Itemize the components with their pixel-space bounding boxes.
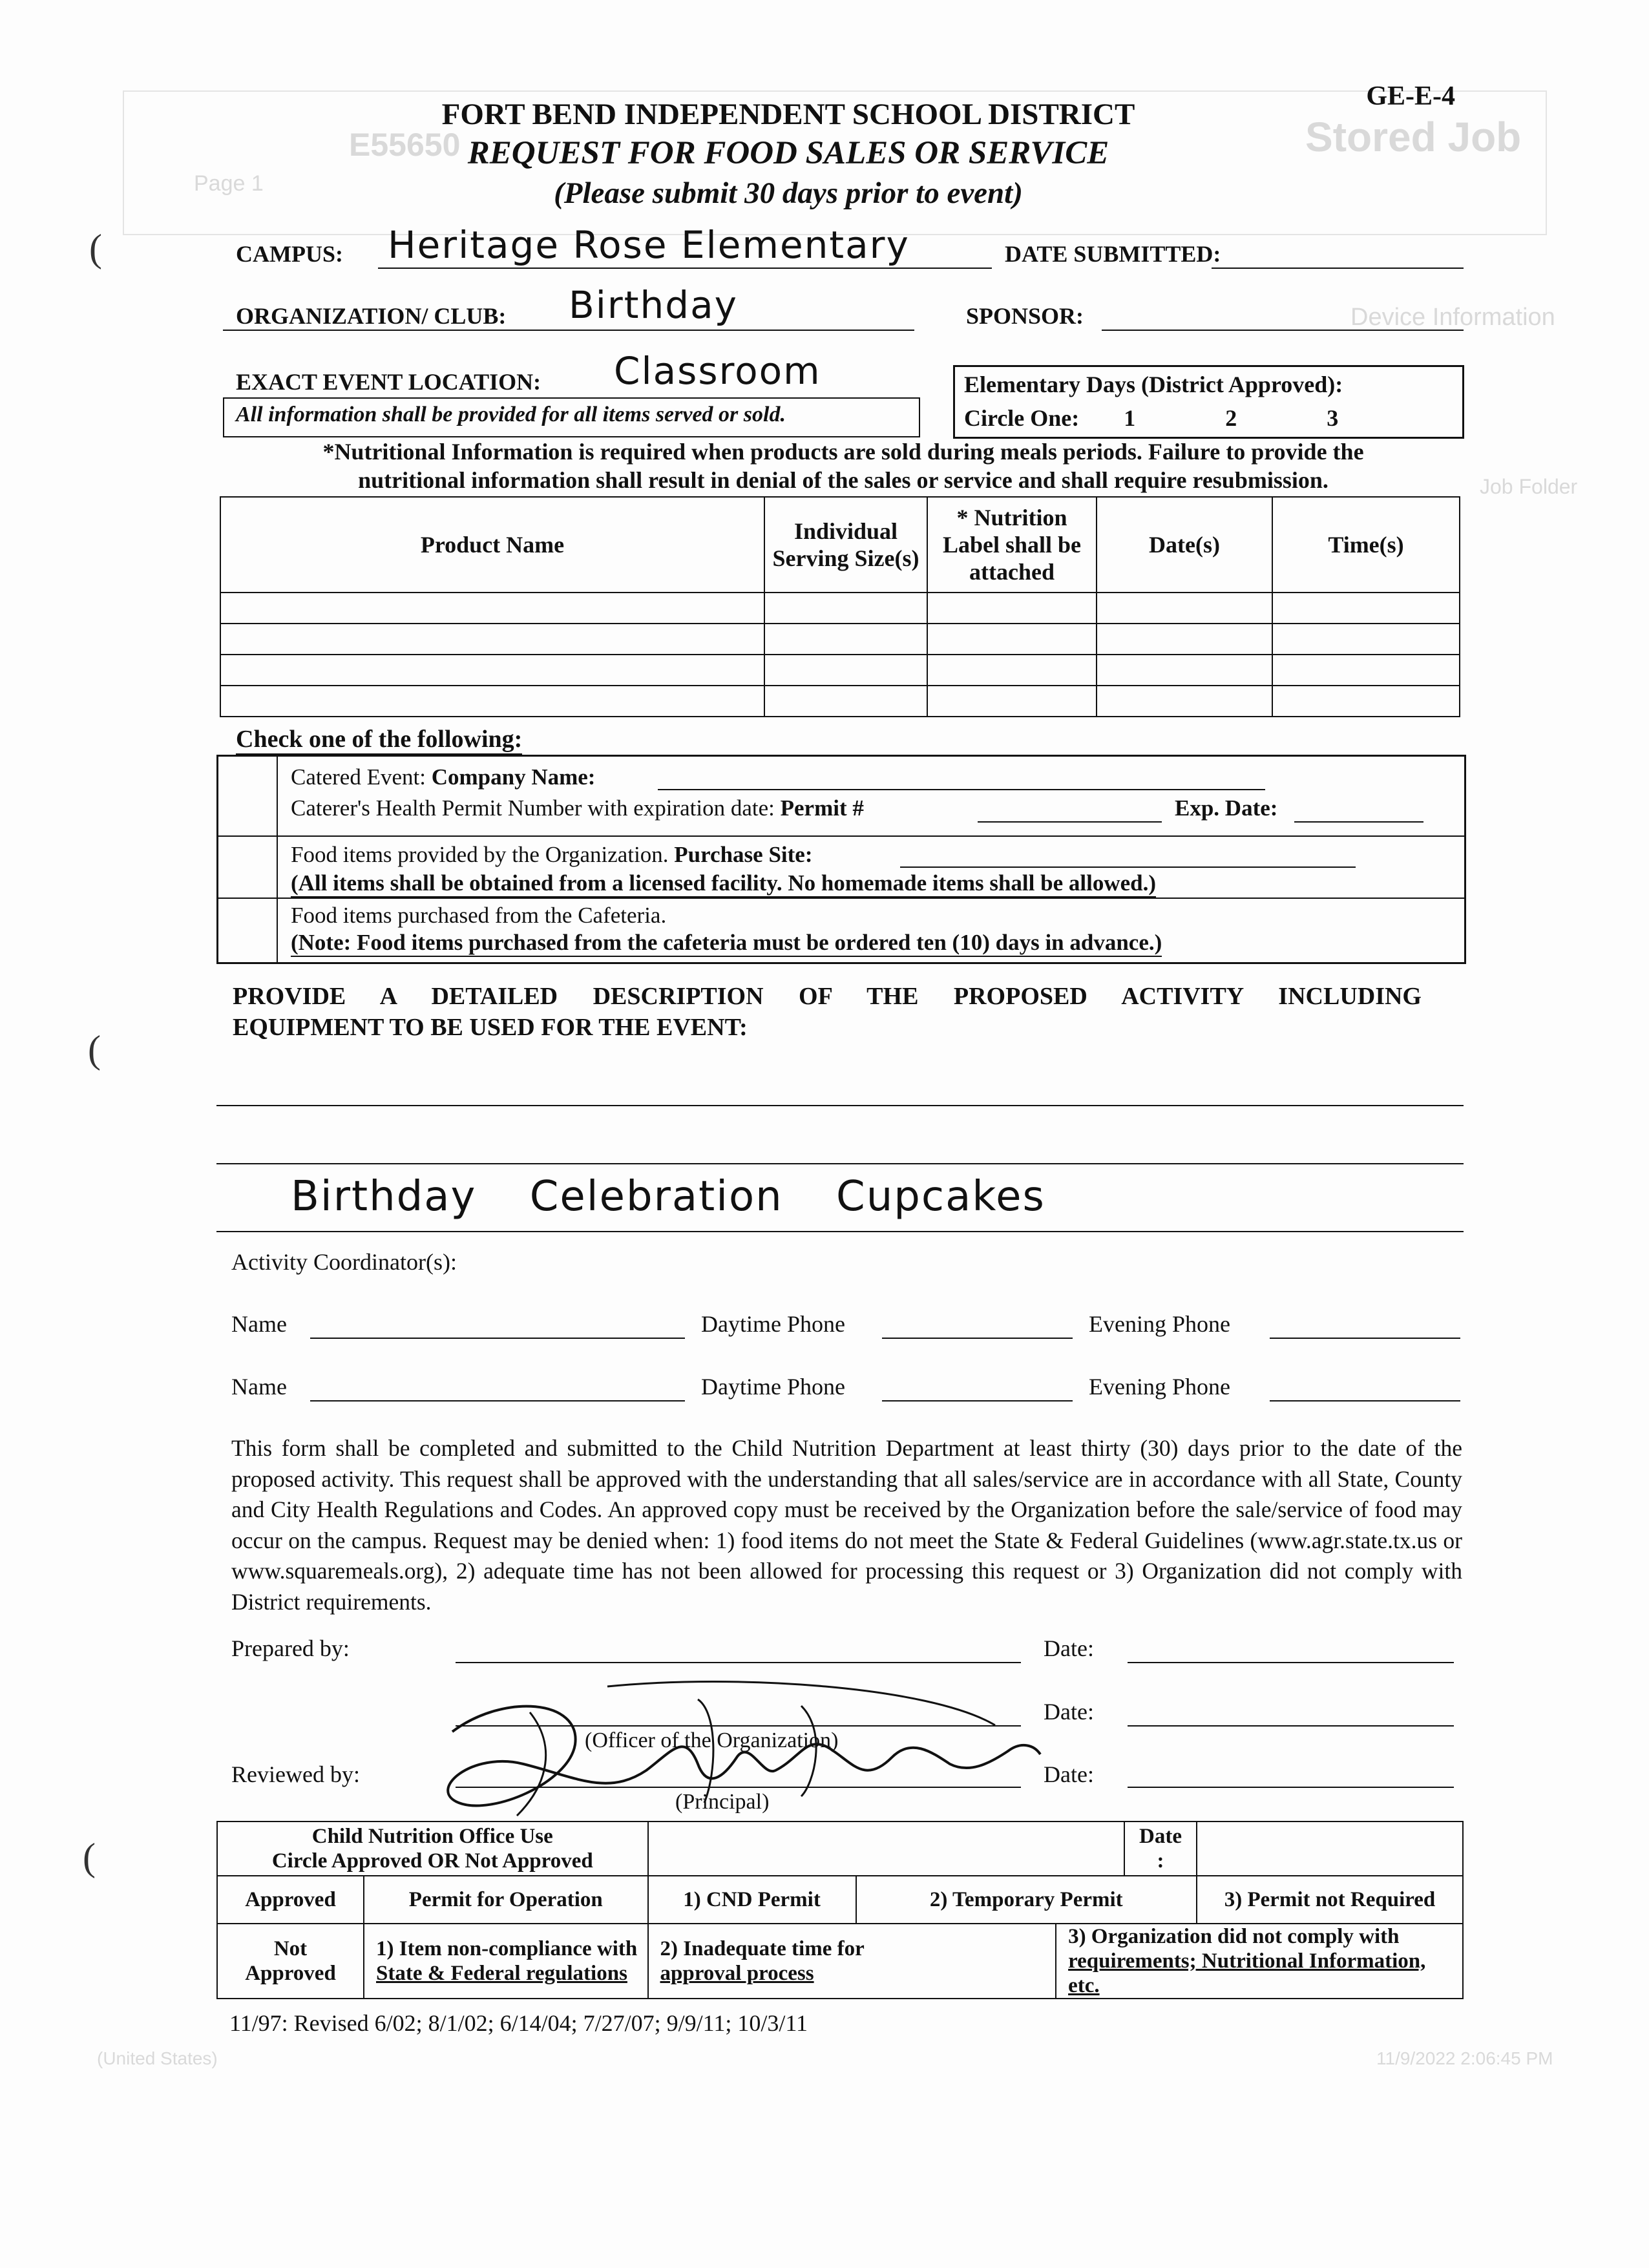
divider [278,898,1464,899]
bleedthrough-page: Page 1 [194,171,264,196]
not-approved-row [217,1924,1463,1999]
office-use-table [216,1821,1464,1999]
punch-mark-3: ( [83,1836,96,1878]
col-product-name: Product Name [220,497,764,593]
cnd-permit-option[interactable]: 1) CND Permit [648,1876,856,1924]
campus-value[interactable]: Heritage Rose Elementary [388,223,910,267]
reason-1-line-1: 1) Item non-compliance with [376,1937,638,1960]
prepared-by-field[interactable] [456,1662,1021,1663]
table-row[interactable] [220,593,1460,624]
description-value[interactable]: Birthday Celebration Cupcakes [291,1173,1045,1221]
bleedthrough-stored-job: Stored Job [1305,114,1522,160]
elementary-days-title: Elementary Days (District Approved): [964,372,1343,397]
office-use-title-2: Circle Approved OR Not Approved [271,1849,593,1873]
reason-1-option[interactable] [364,1924,648,1999]
all-info-box [223,397,920,437]
approved-row [217,1876,1463,1924]
nutrition-note-1: *Nutritional Information is required when products are sold during meals periods. Failure to provide the [322,439,1364,465]
daytime-phone-label-1: Daytime Phone [701,1311,845,1337]
office-use-notes-field[interactable] [648,1822,1124,1876]
reviewed-by-label: Reviewed by: [231,1761,360,1787]
day-option-3[interactable]: 3 [1327,405,1339,431]
campus-label: CAMPUS: [236,241,343,267]
daytime-phone-field-2[interactable] [882,1400,1073,1402]
permit-number-label: Permit # [780,795,864,821]
officer-date-field[interactable] [1128,1725,1454,1727]
evening-phone-label-2: Evening Phone [1089,1374,1230,1400]
not-approved-line-1: Not [273,1937,308,1960]
col-nutrition-label: * Nutrition Label shall be attached [927,497,1097,593]
name-label-1: Name [231,1311,287,1337]
prepared-by-label: Prepared by: [231,1635,350,1661]
reason-3-option[interactable] [1056,1924,1463,1999]
product-table-header [220,497,1460,593]
organization-label: ORGANIZATION/ CLUB: [236,303,507,329]
permit-not-required-option[interactable]: 3) Permit not Required [1197,1876,1463,1924]
location-value[interactable]: Classroom [614,349,821,393]
principal-caption: (Principal) [675,1790,770,1814]
col-serving-size: Individual Serving Size(s) [764,497,927,593]
bleedthrough-device: Device Information [1350,304,1555,331]
not-approved-option[interactable] [217,1924,364,1999]
office-use-header-row [217,1822,1463,1876]
all-info-note: All information shall be provided for all items served or sold. [236,403,786,426]
purchase-site-label: Purchase Site: [674,842,813,867]
reason-3-line-1: 3) Organization did not comply with [1068,1925,1400,1948]
permit-for-operation-label: Permit for Operation [364,1876,648,1924]
divider [278,835,1464,837]
principal-signature [414,1674,1047,1829]
not-approved-line-2: Approved [245,1962,336,1985]
nutrition-note-2: nutritional information shall result in denial of the sales or service and shall require resubmission. [358,467,1329,493]
prepared-date-field[interactable] [1128,1662,1454,1663]
table-row[interactable] [220,655,1460,686]
punch-mark-1: ( [89,227,102,269]
cafeteria-label: Food items purchased from the Cafeteria. [291,903,667,928]
bleedthrough-bottom-left: (United States) [97,2048,218,2068]
revision-history: 11/97: Revised 6/02; 8/1/02; 6/14/04; 7/27/07; 9/9/11; 10/3/11 [229,2010,808,2036]
principal-date-field[interactable] [1128,1787,1454,1788]
date-submitted-field[interactable] [1212,268,1464,269]
product-table [220,496,1460,717]
day-option-1[interactable]: 1 [1124,405,1136,431]
cafeteria-note: (Note: Food items purchased from the cafeteria must be ordered ten (10) days in advance.) [291,930,1162,957]
purchase-site-field[interactable] [900,866,1356,868]
activity-coordinator-label: Activity Coordinator(s): [231,1249,457,1275]
description-line-3 [216,1231,1464,1232]
name-field-1[interactable] [310,1338,685,1339]
bleedthrough-id: E55650 [349,127,461,163]
date-submitted-label: DATE SUBMITTED: [1005,241,1221,267]
prepared-date-label: Date: [1044,1635,1094,1661]
name-label-2: Name [231,1374,287,1400]
office-date-colon: : [1157,1849,1164,1873]
checkbox-organization[interactable] [218,837,278,899]
bleedthrough-bottom-right: 11/9/2022 2:06:45 PM [1376,2048,1553,2068]
policy-text: This form shall be completed and submitted to the Child Nutrition Department at least thirty (30) days prior to the date of the proposed activity. This request shall be approved with the understanding that all sales/service are in accordance with all State, County and City Health Regulations and Codes. An approved copy must be received by the Organization before the sale/service of food may occur on the campus. Request may be denied when: 1) food items do not meet the State & Federal Guidelines (www.agr.state.tx.us or www.squaremeals.org), 2) adequate time has not been allowed for processing this request or 3) Organization did not comply with District requirements. [231,1435,1462,1615]
district-name: FORT BEND INDEPENDENT SCHOOL DISTRICT [441,98,1135,131]
permit-number-field[interactable] [978,821,1162,823]
principal-date-label: Date: [1044,1761,1094,1787]
bleedthrough-job-folder: Job Folder [1480,475,1578,498]
organization-line [223,330,914,331]
reason-3-line-2: requirements; Nutritional Information, etc. [1068,1949,1426,1997]
exp-date-field[interactable] [1294,821,1423,823]
health-permit-label: Caterer's Health Permit Number with expiration date: [291,795,775,821]
form-title: REQUEST FOR FOOD SALES OR SERVICE [467,135,1109,171]
name-field-2[interactable] [310,1400,685,1402]
approved-option[interactable]: Approved [217,1876,364,1924]
officer-caption: (Officer of the Organization) [585,1728,839,1752]
org-provided-label: Food items provided by the Organization. [291,842,669,867]
company-name-field[interactable] [658,789,1265,790]
checkbox-cafeteria[interactable] [218,899,278,962]
circle-one-label: Circle One: [964,405,1080,431]
description-heading-2: EQUIPMENT TO BE USED FOR THE EVENT: [233,1014,748,1041]
exp-date-label: Exp. Date: [1175,795,1278,821]
checkbox-catered[interactable] [218,757,278,837]
reason-2-line-2: approval process [660,1962,814,1985]
sponsor-field[interactable] [1102,330,1464,331]
licensed-note: (All items shall be obtained from a licensed facility. No homemade items shall be allowed.) [291,870,1156,898]
check-title: Check one of the following: [236,725,522,755]
table-row[interactable] [220,624,1460,655]
temporary-permit-option[interactable]: 2) Temporary Permit [856,1876,1197,1924]
daytime-phone-label-2: Daytime Phone [701,1374,845,1400]
elementary-days-box [953,365,1464,439]
day-option-2[interactable]: 2 [1225,405,1237,431]
check-options-box [216,755,1466,964]
daytime-phone-field-1[interactable] [882,1338,1073,1339]
campus-line [378,268,992,269]
evening-phone-field-1[interactable] [1270,1338,1460,1339]
table-row[interactable] [220,686,1460,717]
reason-2-line-1: 2) Inadequate time for [660,1937,865,1960]
form-subtitle: (Please submit 30 days prior to event) [554,176,1023,210]
col-dates: Date(s) [1097,497,1272,593]
evening-phone-field-2[interactable] [1270,1400,1460,1402]
reason-2-option[interactable] [648,1924,1056,1999]
description-line-2[interactable] [216,1163,1464,1164]
office-use-title-1: Child Nutrition Office Use [311,1825,553,1848]
location-label: EXACT EVENT LOCATION: [236,369,541,395]
sponsor-label: SPONSOR: [966,303,1084,329]
col-times: Time(s) [1272,497,1460,593]
evening-phone-label-1: Evening Phone [1089,1311,1230,1337]
doc-code: GE-E-4 [1366,81,1455,111]
punch-mark-2: ( [88,1028,101,1071]
office-date-label: Date [1139,1825,1182,1848]
description-line-1[interactable] [216,1105,1464,1106]
organization-value[interactable]: Birthday [569,283,738,327]
catered-label: Catered Event: [291,764,426,790]
office-date-field[interactable] [1197,1822,1463,1876]
company-name-label: Company Name: [431,764,596,790]
description-heading-1: PROVIDE A DETAILED DESCRIPTION OF THE PROPOSED ACTIVITY INCLUDING [233,983,1422,1010]
officer-date-label: Date: [1044,1699,1094,1725]
reason-1-line-2: State & Federal regulations [376,1962,627,1985]
